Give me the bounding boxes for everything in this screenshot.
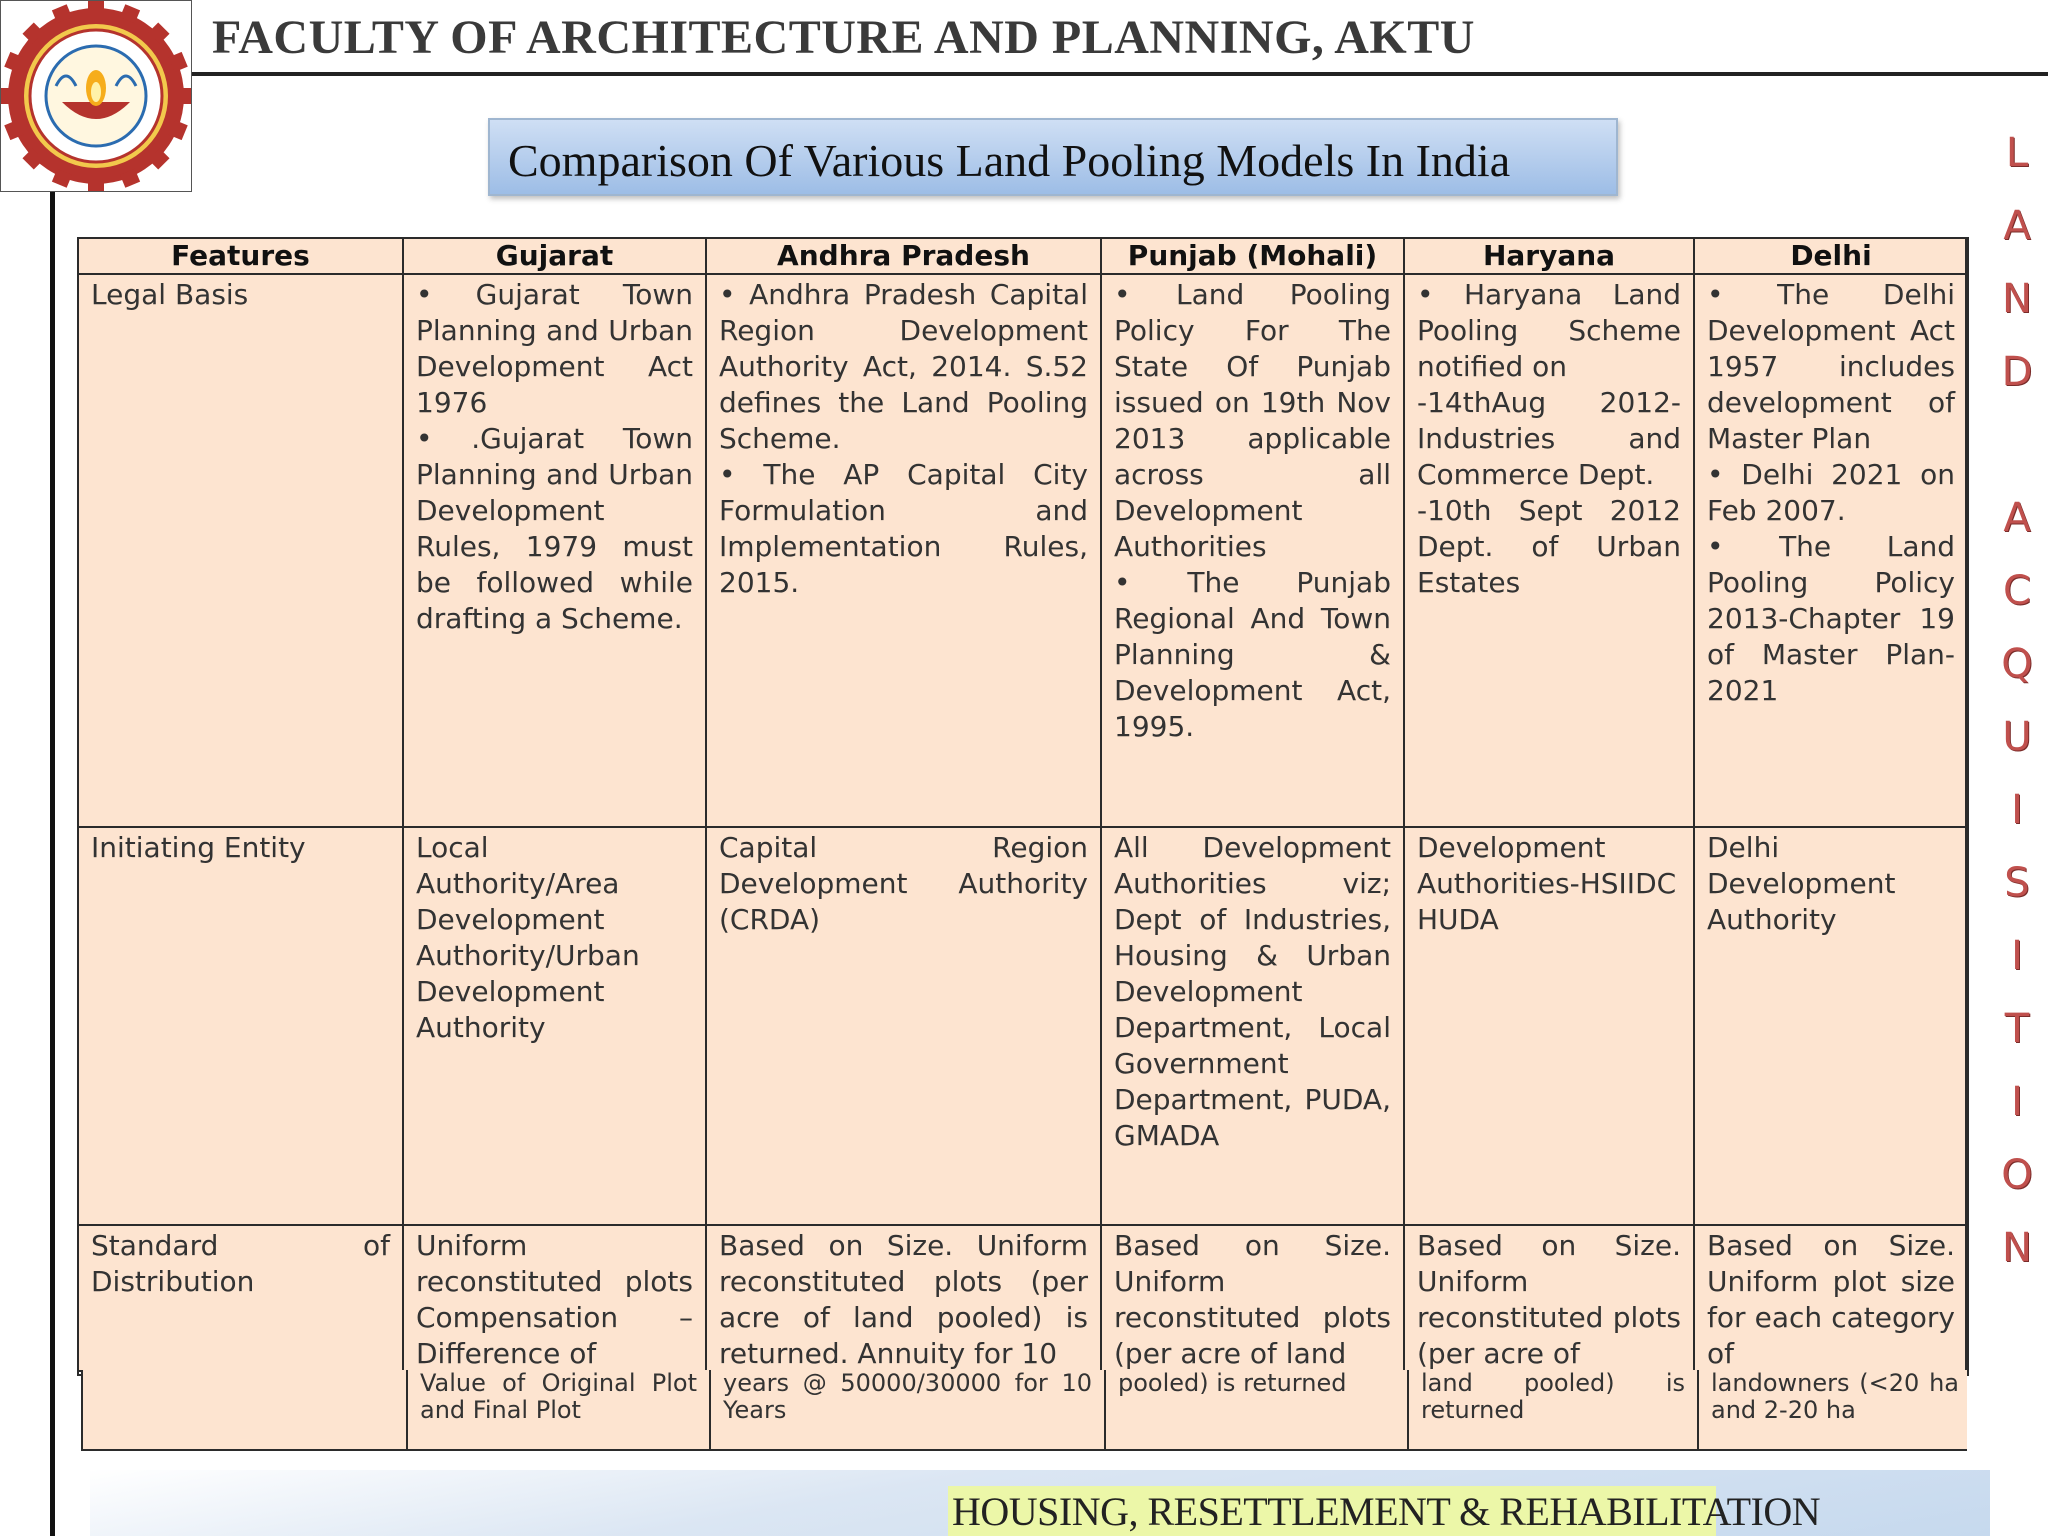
university-logo [0,0,192,192]
table-cell: • Haryana Land Pooling Scheme notified on -14thAug 2012- Industries and Commerce Dept. -10th Sept 2012 Dept. of Urban Estates [1404,274,1694,827]
table-cell: years @ 50000/30000 for 10 Years [710,1370,1105,1450]
feature-cell: Legal Basis [78,274,403,827]
table-cell: Based on Size. Uniform plot size for each category of [1694,1225,1968,1375]
table-cell: pooled) is returned [1105,1370,1408,1450]
side-letter: S [2004,860,2030,906]
table-cell: landowners (<20 ha and 2-20 ha [1698,1370,1967,1450]
continuation-table [81,1370,1967,1451]
table-cell [82,1370,407,1450]
side-letter: U [2002,714,2032,760]
table-cell: Capital Region Development Authority (CRDA) [706,827,1101,1225]
column-header: Gujarat [403,238,706,274]
feature-cell: Initiating Entity [78,827,403,1225]
side-letter: Q [2001,641,2033,687]
side-letter: L [2005,130,2029,176]
table-row [78,274,1968,827]
table-cell: Based on Size. Uniform reconstituted plots (per acre of land pooled) is returned. Annuity for 10 [706,1225,1101,1375]
side-letter: D [2001,349,2033,395]
side-letter: I [2011,933,2023,979]
faculty-header-title: FACULTY OF ARCHITECTURE AND PLANNING, AKTU [212,11,1475,64]
header-divider [192,72,2048,76]
column-header: Punjab (Mohali) [1101,238,1404,274]
column-header: Features [78,238,403,274]
table-cell: Based on Size. Uniform reconstituted plots (per acre of [1404,1225,1694,1375]
table-cell: Uniform reconstituted plots Compensation – Difference of [403,1225,706,1375]
table-cell: • Andhra Pradesh Capital Region Development Authority Act, 2014. S.52 defines the Land Pooling Scheme. • The AP Capital City Formulation and Implementation Rules, 2015. [706,274,1101,827]
side-letter: N [2002,1225,2032,1271]
left-divider [50,192,55,1536]
comparison-table [77,237,1969,1376]
column-header: Haryana [1404,238,1694,274]
column-header: Delhi [1694,238,1968,274]
table-cell: Development Authorities-HSIIDC HUDA [1404,827,1694,1225]
table-header-row [78,238,1968,274]
table-row [78,827,1968,1225]
side-letter: O [2001,1152,2033,1198]
table-cell: • The Delhi Development Act 1957 includes development of Master Plan • Delhi 2021 on Feb 2007. • The Land Pooling Policy 2013-Chapter 19 of Master Plan-2021 [1694,274,1968,827]
side-letter: I [2011,787,2023,833]
table-cell: All Development Authorities viz; Dept of Industries, Housing & Urban Development Department, Local Government Department, PUDA, GMADA [1101,827,1404,1225]
table-cell: Based on Size. Uniform reconstituted plots (per acre of land [1101,1225,1404,1375]
side-letter: N [2002,276,2032,322]
table-cell: • Gujarat Town Planning and Urban Development Act 1976 • .Gujarat Town Planning and Urban Development Rules, 1979 must be followed while drafting a Scheme. [403,274,706,827]
table-cell: land pooled) is returned [1408,1370,1698,1450]
slide-title: Comparison Of Various Land Pooling Models In India [508,135,1511,186]
column-header: Andhra Pradesh [706,238,1101,274]
table-cell: • Land Pooling Policy For The State Of Punjab issued on 19th Nov 2013 applicable across all Development Authorities • The Punjab Regional And Town Planning & Development Act, 1995. [1101,274,1404,827]
side-letter: A [2003,495,2031,541]
table-cell: Local Authority/Area Development Authority/Urban Development Authority [403,827,706,1225]
table-continuation [77,1370,1967,1452]
university-seal-icon [1,1,191,191]
table-cell: Delhi Development Authority [1694,827,1968,1225]
footer-highlight [948,1486,1821,1536]
table-row [82,1370,1967,1450]
slide-title-box [488,118,1618,196]
side-letter: C [2003,568,2031,614]
side-letter: I [2011,1079,2023,1125]
side-letter: T [2004,1006,2030,1052]
table-cell: Value of Original Plot and Final Plot [407,1370,710,1450]
footer-label: HOUSING, RESETTLEMENT & REHABILITATION [952,1489,1821,1534]
table-row [78,1225,1968,1375]
side-letter: A [2003,203,2031,249]
feature-cell: Standard of Distribution [78,1225,403,1375]
